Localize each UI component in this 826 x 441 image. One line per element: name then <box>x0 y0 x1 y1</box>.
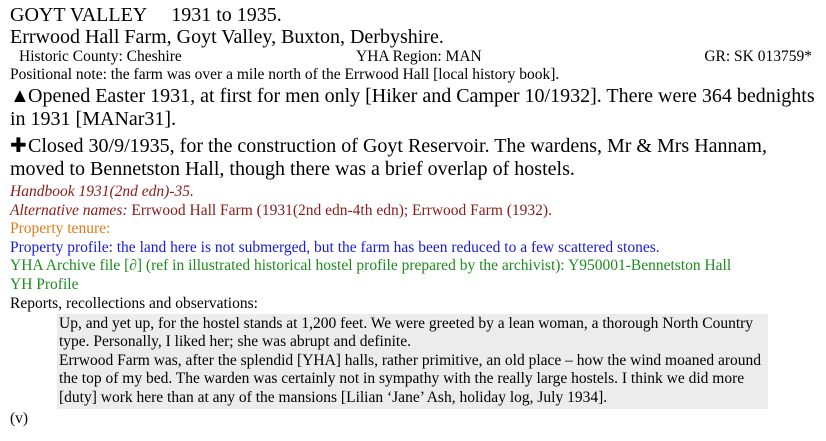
alternative-names-label: Alternative names: <box>10 201 128 219</box>
footnote-marker: (v) <box>10 410 29 427</box>
alternative-names-value: Errwood Hall Farm (1931(2nd edn-4th edn); Errwood Farm (1932). <box>127 201 552 219</box>
meta-row <box>10 48 816 66</box>
yha-region: YHA Region: MAN <box>356 48 482 65</box>
quote-block <box>57 314 768 410</box>
cross-icon: ✚ <box>10 135 27 157</box>
hostel-entry <box>10 4 816 428</box>
triangle-icon: ▲ <box>10 85 30 107</box>
hostel-years: 1931 to 1935. <box>171 4 282 26</box>
alternative-names <box>10 202 816 221</box>
reports-heading: Reports, recollections and observations: <box>10 295 258 312</box>
opened-text: Opened Easter 1931, at first for men only [Hiker and Camper 10/1932]. There were 364 bednights in 1931 [MANar31]. <box>10 85 815 130</box>
opened-paragraph <box>10 85 816 131</box>
hostel-name: GOYT VALLEY <box>10 4 148 26</box>
property-profile: Property profile: the land here is not submerged, but the farm has been reduced to a few scattered stones. <box>10 238 660 256</box>
yh-profile: YH Profile <box>10 275 79 293</box>
hostel-address: Errwood Hall Farm, Goyt Valley, Buxton, Derbyshire. <box>10 26 444 48</box>
archive-file: YHA Archive file [∂] (ref in illustrated historical hostel profile prepared by the archivist): Y950001-Bennetston Hall <box>10 257 732 274</box>
hostel-title <box>10 4 816 26</box>
closed-text: Closed 30/9/1935, for the construction of Goyt Reservoir. The wardens, Mr & Mrs Hannam, moved to Bennetston Hall, though there was a brief overlap of hostels. <box>10 135 767 180</box>
positional-note: Positional note: the farm was over a mile north of the Errwood Hall [local history book]. <box>10 66 560 83</box>
grid-reference: GR: SK 013759* <box>704 48 812 65</box>
closed-paragraph <box>10 135 816 181</box>
quote-paragraph-2: Errwood Farm was, after the splendid [YHA] halls, rather primitive, an old place – how the wind moaned around the top of my bed. The warden was certainly not in sympathy with the really large hostels. I think we did more [duty] work here than at any of the mansions [Lilian ‘Jane’ Ash, holiday log, July 1934]. <box>59 351 762 406</box>
handbook-reference: Handbook 1931(2nd edn)-35. <box>10 183 194 200</box>
property-tenure: Property tenure: <box>10 220 111 237</box>
historic-county: Historic County: Cheshire <box>19 48 182 65</box>
quote-paragraph-1: Up, and yet up, for the hostel stands at 1,200 feet. We were greeted by a lean woman, a thorough North Country type. Personally, I liked her; she was abrupt and definite. <box>59 314 754 350</box>
